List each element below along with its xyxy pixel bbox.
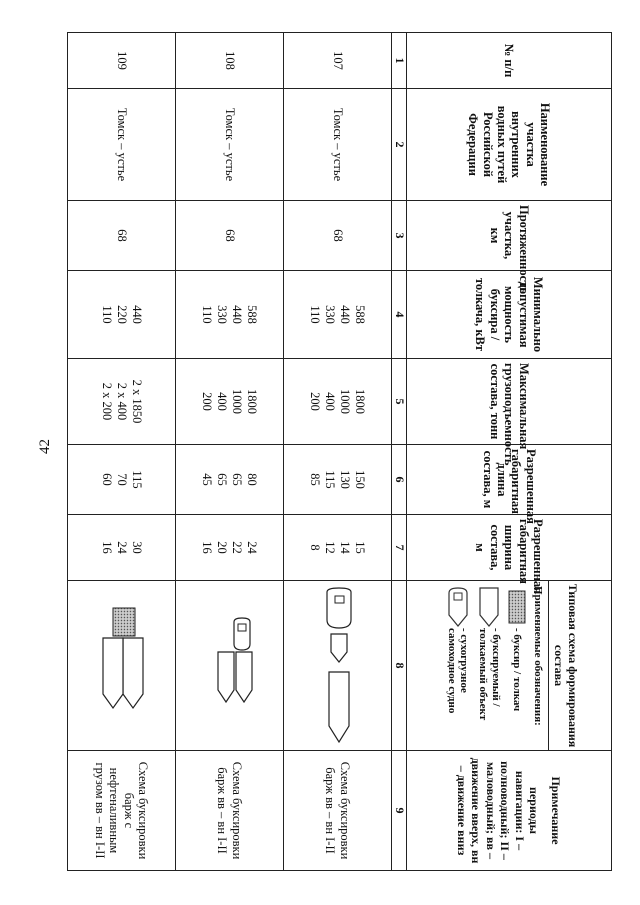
legend-text: - буксир / толкач (511, 628, 523, 712)
header-length-km: Протяженность участка, км (407, 201, 612, 271)
header-number: № п/п (407, 33, 612, 89)
oil-barge-pushing-scheme (93, 586, 153, 746)
scheme-cell (68, 581, 176, 751)
note-cell: Схема буксировки барж вв – вн I-II (284, 751, 392, 871)
header-min-power: Минимально допустимая мощность буксира / толкача, кВт (407, 271, 612, 359)
value: 330 (215, 305, 230, 324)
value: 400 (215, 392, 230, 411)
power-values (68, 271, 176, 359)
value: 110 (308, 305, 323, 324)
value: 588 (353, 305, 368, 324)
value: 85 (308, 473, 323, 486)
row-number: 107 (284, 33, 392, 89)
value: 150 (353, 470, 368, 489)
col-number: 9 (392, 751, 407, 871)
value: 15 (353, 541, 368, 554)
note-cell: Схема буксировки барж вв – вн I-II (176, 751, 284, 871)
header-max-capacity: Максимальная грузоподъемность состава, тонн (407, 359, 612, 445)
legend-title: Применяемые обозначения: (532, 586, 545, 726)
value: 130 (338, 470, 353, 489)
table-row (176, 33, 284, 871)
section-length: 68 (176, 201, 284, 271)
value: 200 (308, 392, 323, 411)
legend-item (445, 586, 470, 745)
width-values (68, 515, 176, 581)
capacity-values (284, 359, 392, 445)
value: 330 (323, 305, 338, 324)
value: 30 (130, 541, 144, 554)
value: 1800 (353, 389, 368, 414)
value: 588 (245, 305, 260, 324)
value: 2 x 400 (115, 382, 129, 421)
section-name: Томск – устье (68, 89, 176, 201)
value: 220 (115, 305, 129, 324)
length-values (176, 445, 284, 515)
note-cell: Схема буксировки барж с нефтеналивным грузом вв – вн I-II (68, 751, 176, 871)
legend-text: - буксируемый / толкаемый объект (477, 628, 502, 721)
value: 2 x 1850 (130, 379, 144, 424)
value: 440 (338, 305, 353, 324)
towing-two-barges-scheme (314, 586, 364, 746)
row-number: 109 (68, 33, 176, 89)
value: 1000 (338, 389, 353, 414)
length-values (68, 445, 176, 515)
value: 16 (200, 541, 215, 554)
section-name: Томск – устье (284, 89, 392, 201)
value: 60 (100, 473, 114, 486)
value: 1800 (245, 389, 260, 414)
value: 80 (245, 473, 260, 486)
col-number: 1 (392, 33, 407, 89)
section-length: 68 (284, 201, 392, 271)
length-values (284, 445, 392, 515)
header-allowed-width: Разрешенная габаритная ширина состава, м (407, 515, 612, 581)
value: 12 (323, 541, 338, 554)
value: 14 (338, 541, 353, 554)
value: 115 (130, 470, 144, 489)
value: 16 (100, 541, 114, 554)
column-number-row (392, 33, 407, 871)
barge-icon (479, 587, 499, 627)
note-legend: периоды навигации: I – полноводный; II – маловодный; вв – движение вверх, вн – движение вниз (455, 757, 541, 864)
page-number: 42 (37, 439, 53, 454)
value: 65 (230, 473, 245, 486)
value: 115 (323, 470, 338, 489)
value: 65 (215, 473, 230, 486)
convoy-table (67, 32, 612, 871)
tug-pusher-icon (508, 590, 526, 624)
col-number: 3 (392, 201, 407, 271)
header-allowed-length: Разрешенная габаритная длина состава, м (407, 445, 612, 515)
section-name: Томск – устье (176, 89, 284, 201)
value: 24 (115, 541, 129, 554)
value: 400 (323, 392, 338, 411)
value: 45 (200, 473, 215, 486)
value: 70 (115, 473, 129, 486)
value: 200 (200, 392, 215, 411)
legend-item (508, 586, 526, 745)
col-number: 2 (392, 89, 407, 201)
table-row (284, 33, 392, 871)
value: 440 (130, 305, 144, 324)
side-towing-barges-scheme (196, 586, 266, 746)
legend-text: - сухогрузное самоходное судно (445, 628, 471, 714)
value: 1000 (230, 389, 245, 414)
scheme-cell (284, 581, 392, 751)
value: 440 (230, 305, 245, 324)
header-row (407, 33, 612, 871)
value: 110 (100, 305, 114, 324)
col-number: 5 (392, 359, 407, 445)
value: 20 (215, 541, 230, 554)
note-title: Примечание (549, 776, 564, 845)
scheme-cell (176, 581, 284, 751)
table-row (68, 33, 176, 871)
width-values (284, 515, 392, 581)
value: 2 x 200 (100, 382, 114, 421)
col-number: 8 (392, 581, 407, 751)
legend-item (476, 586, 501, 745)
header-section-name: Наименование участка внутренних водных путей Российской Федерации (407, 89, 612, 201)
section-length: 68 (68, 201, 176, 271)
legend (445, 586, 544, 745)
value: 8 (308, 544, 323, 551)
header-scheme (407, 581, 612, 751)
power-values (284, 271, 392, 359)
col-number: 4 (392, 271, 407, 359)
col-number: 7 (392, 515, 407, 581)
value: 24 (245, 541, 260, 554)
col-number: 6 (392, 445, 407, 515)
scheme-title: Типовая схема формирования состава (548, 581, 579, 750)
dry-cargo-ship-icon (448, 587, 468, 627)
capacity-values (176, 359, 284, 445)
header-note (407, 751, 612, 871)
value: 22 (230, 541, 245, 554)
value: 110 (200, 305, 215, 324)
rotated-table-container (67, 32, 612, 870)
width-values (176, 515, 284, 581)
power-values (176, 271, 284, 359)
capacity-values (68, 359, 176, 445)
row-number: 108 (176, 33, 284, 89)
